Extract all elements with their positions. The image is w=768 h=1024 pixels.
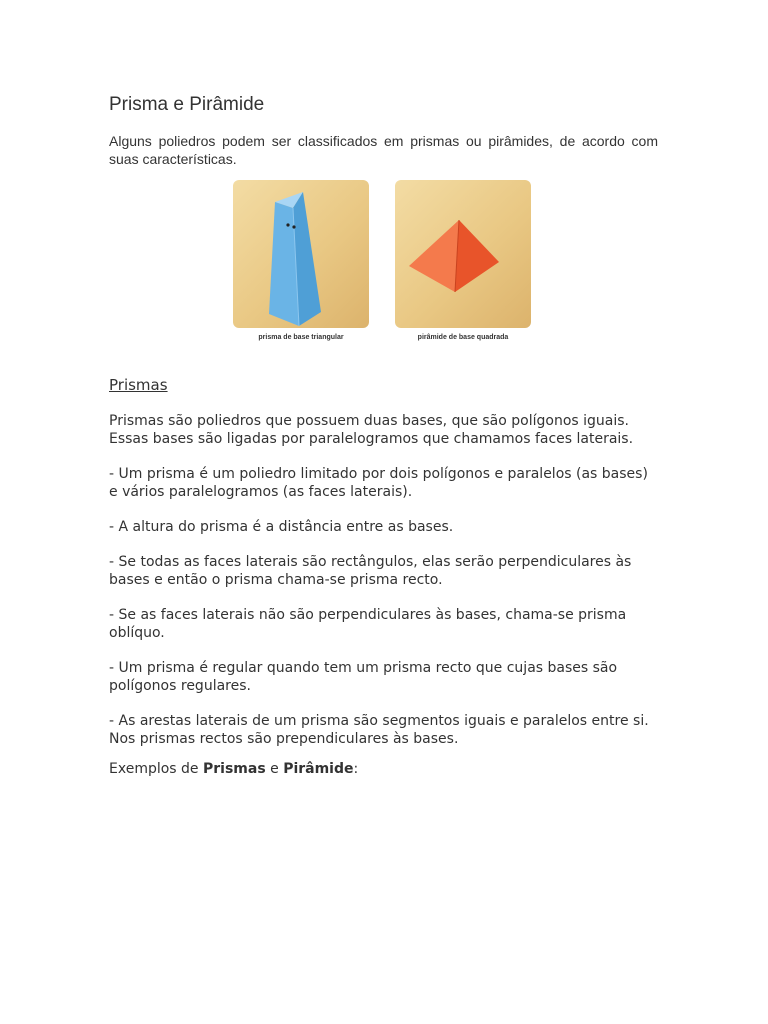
figure-pyramid bbox=[395, 180, 531, 341]
caption-pyramid: pirâmide de base quadrada bbox=[417, 334, 509, 341]
page-title: Prisma e Pirâmide bbox=[109, 94, 265, 115]
paragraph-point-6: - As arestas laterais de um prisma são segmentos iguais e paralelos entre si. Nos prismas rectos são prependiculares às bases. bbox=[109, 713, 649, 747]
examples-term-prismas: Prismas bbox=[203, 761, 266, 777]
figure-prism bbox=[233, 180, 369, 341]
examples-joiner: e bbox=[265, 761, 284, 777]
caption-prism: prisma de base triangular bbox=[258, 334, 344, 341]
pyramid-photo bbox=[395, 180, 531, 328]
examples-suffix: : bbox=[353, 761, 359, 777]
prism-photo bbox=[233, 180, 369, 328]
paragraph-point-2: - A altura do prisma é a distância entre as bases. bbox=[109, 519, 454, 535]
paragraph-point-5: - Um prisma é regular quando tem um prisma recto que cujas bases são polígonos regulares. bbox=[109, 660, 618, 694]
document-content bbox=[109, 94, 658, 778]
examples-term-piramide: Pirâmide bbox=[283, 761, 354, 777]
section-title-prismas: Prismas bbox=[109, 376, 168, 394]
figures-row bbox=[109, 180, 658, 350]
paragraph-point-3: - Se todas as faces laterais são rectângulos, elas serão perpendiculares às bases e então o prisma chama-se prisma recto. bbox=[109, 554, 632, 588]
paragraph-point-4: - Se as faces laterais não são perpendiculares às bases, chama-se prisma oblíquo. bbox=[109, 607, 627, 641]
intro-paragraph: Alguns poliedros podem ser classificados em prismas ou pirâmides, de acordo com suas características. bbox=[109, 133, 658, 167]
examples-prefix: Exemplos de bbox=[109, 761, 203, 777]
paragraph-point-1: - Um prisma é um poliedro limitado por dois polígonos e paralelos (as bases) e vários paralelogramos (as faces laterais). bbox=[109, 466, 648, 500]
paragraph-definition: Prismas são poliedros que possuem duas bases, que são polígonos iguais. Essas bases são ligadas por paralelogramos que chamamos faces laterais. bbox=[109, 413, 634, 447]
examples-line bbox=[109, 760, 658, 778]
